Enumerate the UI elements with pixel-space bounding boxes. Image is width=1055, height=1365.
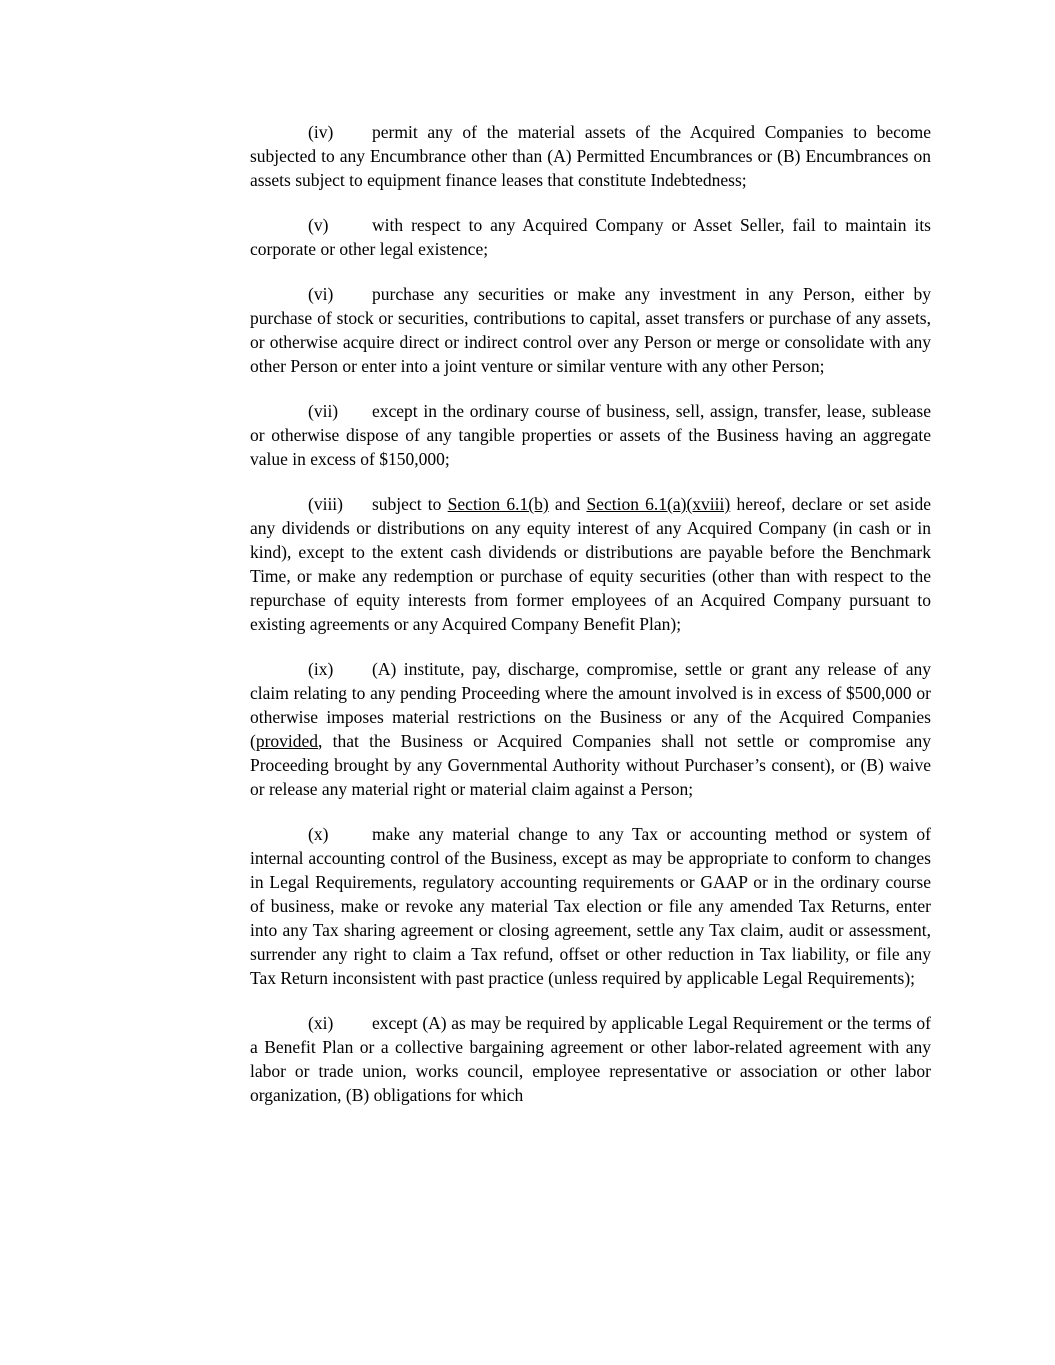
- clause-number: (viii): [308, 494, 343, 514]
- clause-paragraph: [250, 822, 931, 990]
- clause-paragraph: [250, 213, 931, 261]
- clause-text: except (A) as may be required by applicable Legal Requirement or the terms of a Benefit Plan or a collective bargaining agreement or other labor-related agreement with any labor or trade union, works council, employee representative or association or other labor organization, (B) obligations for which: [250, 1013, 931, 1105]
- clause-text: subject to: [372, 494, 448, 514]
- clause-text: (A) institute, pay, discharge, compromise, settle or grant any release of any claim relating to any pending Proceeding where the amount involved is in excess of $500,000 or otherwise imposes material restrictions on the Business or any of the Acquired Companies (: [250, 659, 931, 751]
- clause-number: (xi): [308, 1013, 334, 1033]
- clause-paragraph: [250, 282, 931, 378]
- clause-number: (vii): [308, 401, 339, 421]
- clause-text: , that the Business or Acquired Companies shall not settle or compromise any Proceeding brought by any Governmental Authority without Purchaser’s consent), or (B) waive or release any material right or material claim against a Person;: [250, 731, 931, 799]
- clause-number: (vi): [308, 284, 334, 304]
- document-body: [250, 120, 931, 1107]
- clause-paragraph: [250, 399, 931, 471]
- clause-paragraph: [250, 1011, 931, 1107]
- clause-number: (x): [308, 824, 329, 844]
- clause-paragraph: [250, 492, 931, 636]
- clause-text: hereof, declare or set aside any dividends or distributions on any equity interest of any Acquired Company (in cash or in kind), except to the extent cash dividends or distributions are payable before the Benchmark Time, or make any redemption or purchase of equity securities (other than with respect to the repurchase of equity interests from former employees of an Acquired Company pursuant to existing agreements or any Acquired Company Benefit Plan);: [250, 494, 931, 634]
- clause-text: with respect to any Acquired Company or Asset Seller, fail to maintain its corporate or other legal existence;: [250, 215, 931, 259]
- section-reference: provided: [255, 731, 319, 751]
- clause-number: (iv): [308, 122, 334, 142]
- clause-number: (ix): [308, 659, 334, 679]
- clause-number: (v): [308, 215, 329, 235]
- clause-paragraph: [250, 657, 931, 801]
- section-reference: Section 6.1(b): [447, 494, 549, 514]
- clause-text: permit any of the material assets of the Acquired Companies to become subjected to any Encumbrance other than (A) Permitted Encumbrances or (B) Encumbrances on assets subject to equipment finance leases that constitute Indebtedness;: [250, 122, 931, 190]
- clause-text: purchase any securities or make any investment in any Person, either by purchase of stock or securities, contributions to capital, asset transfers or purchase of any assets, or otherwise acquire direct or indirect control over any Person or merge or consolidate with any other Person or enter into a joint venture or similar venture with any other Person;: [250, 284, 931, 376]
- clause-text: and: [548, 494, 587, 514]
- clause-text: make any material change to any Tax or accounting method or system of internal accounting control of the Business, except as may be appropriate to conform to changes in Legal Requirements, regulatory accounting requirements or GAAP or in the ordinary course of business, make or revoke any material Tax election or file any amended Tax Returns, enter into any Tax sharing agreement or closing agreement, settle any Tax claim, audit or assessment, surrender any right to claim a Tax refund, offset or other reduction in Tax liability, or file any Tax Return inconsistent with past practice (unless required by applicable Legal Requirements);: [250, 824, 931, 988]
- clause-text: except in the ordinary course of business, sell, assign, transfer, lease, sublease or otherwise dispose of any tangible properties or assets of the Business having an aggregate value in excess of $150,000;: [250, 401, 931, 469]
- section-reference: Section 6.1(a)(xviii): [586, 494, 731, 514]
- clause-paragraph: [250, 120, 931, 192]
